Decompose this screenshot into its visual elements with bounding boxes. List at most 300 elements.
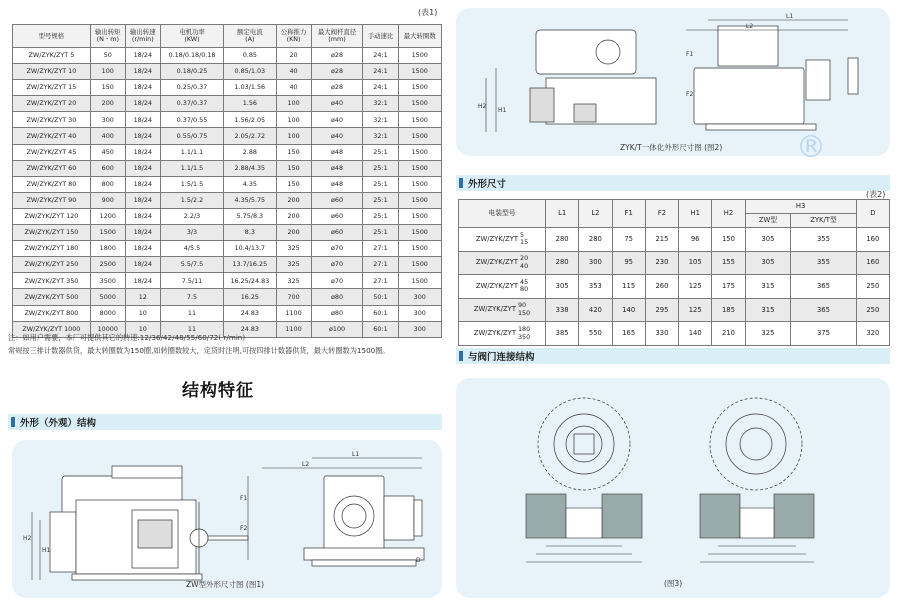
section-marker [459,351,463,361]
spec-table-row [13,289,442,305]
dimension-cell: 280 [579,228,612,252]
spec-table-cell: 150 [90,80,125,96]
spec-table-cell: ZW/ZYK/ZYT 800 [13,305,91,321]
spec-table-row [13,305,442,321]
spec-table-cell: 18/24 [125,176,160,192]
spec-table-row [13,80,442,96]
dimensions-table-row [459,298,890,322]
dimensions-table-row [459,251,890,275]
th-H2: H2 [712,200,745,228]
model-name: ZW/ZYK/ZYT [475,258,519,267]
spec-table-cell: 1500 [398,257,442,273]
figure3-drawing [456,378,890,598]
spec-table-cell: 700 [276,289,311,305]
spec-table-cell: 1500 [398,112,442,128]
fig2-H2-label: H2 [478,103,487,110]
spec-table-cell: ø80 [311,289,363,305]
spec-table-cell: 1.1/1.5 [160,160,223,176]
spec-header-cell: 最大阀杆直径 (mm) [311,25,363,48]
spec-table-cell: ø80 [311,305,363,321]
spec-table-cell: 600 [90,160,125,176]
spec-table-cell: ZW/ZYK/ZYT 120 [13,208,91,224]
section-title-appearance: 外形（外观）结构 [20,418,97,429]
model-range-value: 90 [517,301,527,310]
note-counter: 常规按三排计数器供货，最大转圈数为150圈,如转圈数较大，定货时注明,可按四排计数器供货，最大转圈数为1500圈。 [8,346,390,355]
spec-table-row [13,96,442,112]
spec-table-cell: 5000 [90,289,125,305]
spec-table-cell: ZW/ZYK/ZYT 60 [13,160,91,176]
model-cell [459,298,546,322]
section-marker [11,417,15,427]
model-range-value: 80 [520,285,529,294]
spec-table-cell: 150 [276,176,311,192]
dimension-cell: 175 [712,275,745,299]
spec-table-cell: ZW/ZYK/ZYT 15 [13,80,91,96]
spec-table-cell: 8.3 [224,225,276,241]
spec-table-cell: 18/24 [125,48,160,64]
spec-table-cell: ZW/ZYK/ZYT 20 [13,96,91,112]
spec-table-cell: 2.88 [224,144,276,160]
spec-table-row [13,257,442,273]
spec-table-body [13,48,442,338]
spec-table-cell: 24.83 [224,321,276,337]
spec-table-cell: 1500 [398,160,442,176]
dimension-cell: 280 [546,251,579,275]
spec-table-cell: 25:1 [363,176,398,192]
spec-table-cell: 4.35 [224,176,276,192]
spec-table-cell: 100 [276,112,311,128]
th-D: D [856,200,889,228]
model-cell [459,251,546,275]
spec-table-cell: ZW/ZYK/ZYT 5 [13,48,91,64]
dimension-cell: 550 [579,322,612,346]
spec-table-cell: 25:1 [363,208,398,224]
section-title-dimensions: 外形尺寸 [468,179,507,190]
spec-header-cell: 最大转圈数 [398,25,442,48]
model-range-value: 350 [517,332,531,341]
spec-table-row [13,144,442,160]
dimension-cell: 250 [856,275,889,299]
model-range [520,279,528,294]
dim-F2-label: F2 [240,525,248,532]
th-F1: F1 [612,200,645,228]
dimension-cell: 420 [579,298,612,322]
spec-table-row [13,112,442,128]
spec-table-cell: 16.25 [224,289,276,305]
dimension-cell: 105 [679,251,712,275]
spec-table-cell: 32:1 [363,128,398,144]
spec-table-cell: 1500 [90,225,125,241]
dimension-cell: 185 [712,298,745,322]
spec-table-cell: 18/24 [125,96,160,112]
figure1-caption: ZW型外形尺寸图 (图1) [186,580,265,589]
spec-table-cell: ZW/ZYK/ZYT 45 [13,144,91,160]
dimension-cell: 295 [645,298,678,322]
spec-table-cell: 1.5/1.5 [160,176,223,192]
dimension-cell: 315 [745,275,791,299]
section-bar-dimensions [456,175,890,191]
spec-table-cell: 25:1 [363,192,398,208]
spec-table-cell: 325 [276,273,311,289]
th-L2: L2 [579,200,612,228]
spec-table-cell: 2.88/4.35 [224,160,276,176]
spec-table-cell: 18/24 [125,257,160,273]
dimension-cell: 75 [612,228,645,252]
spec-table-cell: 200 [276,225,311,241]
model-name: ZW/ZYK/ZYT [473,305,516,314]
th-H1: H1 [679,200,712,228]
spec-table-cell: 7.5 [160,289,223,305]
spec-table-cell: 300 [90,112,125,128]
note-speeds: 注：如用户需要，本厂可提供其它的转速:12/36/42/48/55/60/72( r/min) [8,333,246,342]
spec-table-cell: 0.85 [224,48,276,64]
spec-table-cell: 1100 [276,305,311,321]
spec-table-row [13,64,442,80]
spec-table-cell: 25:1 [363,225,398,241]
spec-table-cell: ø48 [311,160,363,176]
dimension-cell: 320 [856,322,889,346]
spec-header-cell: 输出转速 (r/min) [125,25,160,48]
spec-table-cell: ø70 [311,257,363,273]
section-bar-connection [456,348,890,364]
fig2-F1-label: F1 [686,51,694,58]
table1-tag: (表1) [418,8,438,17]
figure3-caption: (图3) [664,579,683,588]
spec-table-cell: ZW/ZYK/ZYT 1000 [13,321,91,337]
dimensions-table-row [459,275,890,299]
spec-table-cell: 0.18/0.25 [160,64,223,80]
model-range-value: 15 [520,238,529,247]
dimension-cell: 160 [856,228,889,252]
spec-table-cell: 1500 [398,192,442,208]
spec-table-cell: 50:1 [363,289,398,305]
spec-table-cell: 3500 [90,273,125,289]
spec-table-cell: 1500 [398,64,442,80]
figure2-caption: ZYK/T一体化外形尺寸图 (图2) [620,143,723,152]
spec-table-row [13,273,442,289]
figure3-panel [456,378,890,598]
model-range [520,232,528,247]
spec-table-cell: 18/24 [125,241,160,257]
dimension-cell: 338 [546,298,579,322]
th-H3-zw: ZW型 [745,214,791,228]
spec-header-cell: 型号规格 [13,25,91,48]
dimension-cell: 230 [645,251,678,275]
spec-table-cell: 1.5/2.2 [160,192,223,208]
spec-table-cell: 1.56 [224,96,276,112]
spec-table-cell: 1500 [398,96,442,112]
spec-table-cell: 200 [90,96,125,112]
spec-table-cell: 18/24 [125,192,160,208]
spec-table-cell: ø60 [311,225,363,241]
spec-table-cell: 1500 [398,225,442,241]
spec-table-cell: 2.05/2.72 [224,128,276,144]
model-name: ZW/ZYK/ZYT [475,234,519,243]
spec-table-cell: ø48 [311,144,363,160]
spec-table-cell: 24:1 [363,48,398,64]
dim-L2-label: L2 [302,461,310,468]
spec-table-cell: 800 [90,176,125,192]
spec-table-cell: 1.03/1.56 [224,80,276,96]
dim-H2-label: H2 [23,535,32,542]
dimension-cell: 375 [791,322,856,346]
spec-table-cell: 200 [276,192,311,208]
spec-table-row [13,241,442,257]
spec-table-cell: 1500 [398,128,442,144]
spec-table-cell: 1100 [276,321,311,337]
dimension-cell: 305 [745,251,791,275]
spec-table-cell: 12 [125,289,160,305]
spec-table-cell: ZW/ZYK/ZYT 10 [13,64,91,80]
spec-table-cell: 40 [276,64,311,80]
dimension-cell: 215 [645,228,678,252]
dimension-cell: 125 [679,298,712,322]
spec-table-cell: ø100 [311,321,363,337]
th-F2: F2 [645,200,678,228]
registered-mark: ® [796,130,826,165]
spec-table-cell: 24:1 [363,80,398,96]
spec-table-cell: 2.2/3 [160,208,223,224]
spec-table-cell: 7.5/11 [160,273,223,289]
spec-table-cell: 60:1 [363,305,398,321]
spec-table-cell: 18/24 [125,225,160,241]
section-heading: 结构特征 [182,381,254,401]
spec-table-cell: ZW/ZYK/ZYT 90 [13,192,91,208]
spec-table-cell: ZW/ZYK/ZYT 80 [13,176,91,192]
spec-table-cell: 11 [160,321,223,337]
spec-table-cell: ø60 [311,192,363,208]
spec-table-cell: 900 [90,192,125,208]
dimension-cell: 250 [856,298,889,322]
spec-table-cell: 325 [276,257,311,273]
spec-table-cell: ø60 [311,208,363,224]
model-cell [459,228,546,252]
spec-table-cell: ø40 [311,96,363,112]
model-range-value: 40 [520,261,529,270]
th-L1: L1 [546,200,579,228]
spec-table-cell: 1.1/1.1 [160,144,223,160]
spec-table-cell: 100 [90,64,125,80]
spec-table-cell: 10 [125,305,160,321]
fig2-F2-label: F2 [686,91,694,98]
spec-table-cell: 18/24 [125,80,160,96]
spec-table-cell: ø40 [311,128,363,144]
spec-table-cell: 10 [125,321,160,337]
model-range [518,326,530,341]
spec-table-cell: 18/24 [125,160,160,176]
dimension-cell: 355 [791,251,856,275]
dimension-cell: 165 [612,322,645,346]
spec-table-cell: ZW/ZYK/ZYT 500 [13,289,91,305]
dimension-cell: 280 [546,228,579,252]
spec-table-cell: 1500 [398,144,442,160]
spec-table-cell: 16.25/24.83 [224,273,276,289]
spec-table-cell: ø28 [311,48,363,64]
spec-table-cell: ZW/ZYK/ZYT 350 [13,273,91,289]
spec-table-cell: 13.7/16.25 [224,257,276,273]
spec-table-cell: 18/24 [125,273,160,289]
spec-table-cell: 8000 [90,305,125,321]
spec-header-cell: 输出转矩 (N・m) [90,25,125,48]
spec-table-cell: 18/24 [125,64,160,80]
table2-tag: (表2) [866,190,886,199]
spec-table-cell: 27:1 [363,273,398,289]
spec-table-cell: 400 [90,128,125,144]
spec-table-cell: ø40 [311,112,363,128]
section-title-connection: 与阀门连接结构 [468,352,535,363]
th-H3: H3 [745,200,856,214]
spec-table-cell: 1500 [398,273,442,289]
spec-table-cell: 50 [90,48,125,64]
section-bar-appearance [8,414,442,430]
spec-table-row [13,208,442,224]
spec-table-cell: 18/24 [125,112,160,128]
dimension-cell: 305 [546,275,579,299]
spec-table-cell: 0.37/0.37 [160,96,223,112]
spec-table-cell: 5.5/7.5 [160,257,223,273]
spec-header-cell: 手动速比 [363,25,398,48]
spec-table-row [13,48,442,64]
spec-header-cell: 额定电流 (A) [224,25,276,48]
spec-table-cell: 3/3 [160,225,223,241]
model-range-value: 45 [520,277,529,286]
dimension-cell: 325 [745,322,791,346]
model-name: ZW/ZYK/ZYT [475,281,519,290]
dimension-cell: 150 [712,228,745,252]
spec-table-cell: 20 [276,48,311,64]
spec-table-cell: ZW/ZYK/ZYT 150 [13,225,91,241]
spec-table-cell: 0.85/1.03 [224,64,276,80]
spec-table-cell: 0.25/0.37 [160,80,223,96]
fig2-L2-label: L2 [746,23,754,30]
spec-table-cell: 4.35/5.75 [224,192,276,208]
dimension-cell: 260 [645,275,678,299]
spec-table-cell: 300 [398,289,442,305]
dimension-cell: 365 [791,298,856,322]
spec-table-cell: 4/5.5 [160,241,223,257]
spec-table-cell: ø70 [311,273,363,289]
spec-table-cell: 200 [276,208,311,224]
spec-table-row [13,160,442,176]
spec-table-cell: 450 [90,144,125,160]
model-range [520,255,528,270]
dimension-cell: 96 [679,228,712,252]
model-range-value: 20 [520,254,529,263]
dim-D-label: D [416,557,421,564]
dim-H1-label: H1 [42,547,51,554]
dimension-cell: 353 [579,275,612,299]
spec-table-cell: 0.18/0.18/0.18 [160,48,223,64]
spec-table-cell: 100 [276,128,311,144]
spec-table-cell: 1200 [90,208,125,224]
dimension-cell: 330 [645,322,678,346]
model-range-value: 150 [517,309,531,318]
dimension-cell: 355 [791,228,856,252]
spec-table-cell: ø28 [311,64,363,80]
dimension-cell: 125 [679,275,712,299]
spec-table-cell: 1.56/2.05 [224,112,276,128]
spec-table-cell: 27:1 [363,257,398,273]
spec-table-cell: ZW/ZYK/ZYT 40 [13,128,91,144]
dimension-cell: 140 [679,322,712,346]
spec-table-row [13,225,442,241]
spec-table-cell: 10000 [90,321,125,337]
spec-table-cell: 300 [398,305,442,321]
spec-table [12,24,442,338]
spec-table-cell: 27:1 [363,241,398,257]
dimension-cell: 305 [745,228,791,252]
model-cell [459,322,546,346]
dimension-cell: 95 [612,251,645,275]
dimension-cell: 210 [712,322,745,346]
spec-table-cell: 32:1 [363,96,398,112]
spec-table-cell: 40 [276,80,311,96]
spec-table-cell: 1500 [398,80,442,96]
dimension-cell: 300 [579,251,612,275]
spec-table-cell: 1800 [90,241,125,257]
model-range-value: 180 [517,324,531,333]
spec-table-cell: 25:1 [363,144,398,160]
model-name: ZW/ZYK/ZYT [473,329,516,338]
figure1-drawing [12,440,442,598]
spec-header-cell: 电机功率 (KW) [160,25,223,48]
dimension-cell: 315 [745,298,791,322]
model-range [518,302,530,317]
spec-table-cell: 1500 [398,176,442,192]
spec-table-cell: ø28 [311,80,363,96]
spec-table-cell: ZW/ZYK/ZYT 180 [13,241,91,257]
dimension-cell: 365 [791,275,856,299]
spec-table-cell: 1500 [398,208,442,224]
spec-table-cell: 150 [276,144,311,160]
spec-table-cell: 325 [276,241,311,257]
spec-table-cell: 1500 [398,48,442,64]
spec-table-cell: 60:1 [363,321,398,337]
spec-table-cell: 1500 [398,241,442,257]
spec-table-row [13,176,442,192]
dim-L1-label: L1 [352,451,360,458]
spec-table-header [13,25,442,48]
figure1-panel [12,440,442,598]
spec-table-cell: 18/24 [125,128,160,144]
spec-table-cell: ZW/ZYK/ZYT 30 [13,112,91,128]
dimensions-table-body [459,228,890,346]
dimensions-table [458,199,890,346]
model-range-value: 5 [520,230,525,239]
spec-table-cell: 100 [276,96,311,112]
spec-table-cell: 32:1 [363,112,398,128]
spec-table-cell: 300 [398,321,442,337]
spec-table-cell: 0.37/0.55 [160,112,223,128]
spec-table-cell: 2500 [90,257,125,273]
dimension-cell: 140 [612,298,645,322]
model-cell [459,275,546,299]
dimensions-table-row [459,228,890,252]
spec-table-cell: 150 [276,160,311,176]
dim-F1-label: F1 [240,495,248,502]
dimension-cell: 115 [612,275,645,299]
th-model: 电装型号 [459,200,546,228]
spec-table-cell: 5.75/8.3 [224,208,276,224]
spec-table-cell: 24.83 [224,305,276,321]
spec-header-cell: 公称推力 (KN) [276,25,311,48]
spec-table-cell: ø70 [311,241,363,257]
fig2-L1-label: L1 [786,13,794,20]
spec-table-cell: ZW/ZYK/ZYT 250 [13,257,91,273]
dimension-cell: 155 [712,251,745,275]
fig2-H1-label: H1 [498,107,507,114]
spec-table-cell: 10.4/13.7 [224,241,276,257]
